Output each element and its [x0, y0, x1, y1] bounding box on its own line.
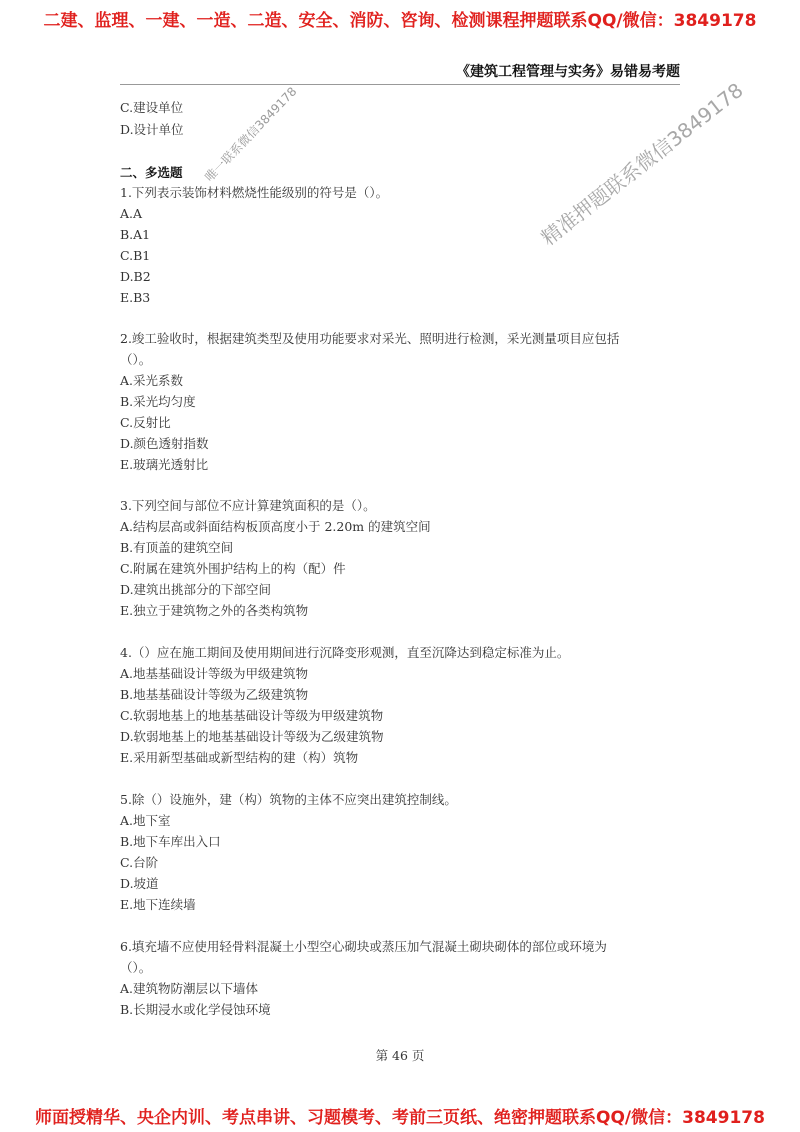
- option-line: A.建筑物防潮层以下墙体: [120, 981, 259, 996]
- option-line: B.地下车库出入口: [120, 834, 221, 849]
- section-heading: 二、多选题: [120, 165, 183, 180]
- option-line: D.颜色透射指数: [120, 436, 209, 451]
- option-line: C.附属在建筑外围护结构上的构（配）件: [120, 561, 346, 576]
- option-line: C.B1: [120, 248, 151, 263]
- question-text: （）。: [120, 960, 152, 975]
- question-text: 3.下列空间与部位不应计算建筑面积的是（）。: [120, 498, 376, 513]
- page-number: 第 46 页: [375, 1048, 425, 1063]
- header-divider: [120, 84, 680, 85]
- question-text: （）。: [120, 352, 152, 367]
- watermark-left: 唯一联系微信3849178: [202, 84, 300, 185]
- watermark-right: 精准押题联系微信3849178: [536, 77, 748, 251]
- question-text: 5.除（）设施外，建（构）筑物的主体不应突出建筑控制线。: [120, 792, 457, 807]
- option-line: A.地下室: [120, 813, 171, 828]
- option-line: A.地基基础设计等级为甲级建筑物: [120, 666, 309, 681]
- option-line: D.建筑出挑部分的下部空间: [120, 582, 272, 597]
- question-text: 4.（）应在施工期间及使用期间进行沉降变形观测，直至沉降达到稳定标准为止。: [120, 645, 570, 660]
- option-line: E.B3: [120, 290, 151, 305]
- question-text: 1.下列表示装饰材料燃烧性能级别的符号是（）。: [120, 185, 389, 200]
- document-header-title: 《建筑工程管理与实务》易错易考题: [456, 64, 680, 80]
- option-line: B.采光均匀度: [120, 394, 196, 409]
- option-line: D.设计单位: [120, 122, 184, 137]
- option-line: C.软弱地基上的地基基础设计等级为甲级建筑物: [120, 708, 384, 723]
- option-line: E.玻璃光透射比: [120, 457, 209, 472]
- option-line: C.反射比: [120, 415, 171, 430]
- top-contact-banner: 二建、监理、一建、一造、二造、安全、消防、咨询、检测课程押题联系QQ/微信：3849178: [43, 11, 757, 31]
- option-line: B.A1: [120, 227, 151, 242]
- option-line: A.结构层高或斜面结构板顶高度小于 2.20m 的建筑空间: [120, 519, 431, 534]
- option-line: B.有顶盖的建筑空间: [120, 540, 234, 555]
- option-line: C.建设单位: [120, 100, 184, 115]
- option-line: A.采光系数: [120, 373, 184, 388]
- option-line: A.A: [120, 206, 143, 221]
- option-line: B.地基基础设计等级为乙级建筑物: [120, 687, 309, 702]
- option-line: D.软弱地基上的地基基础设计等级为乙级建筑物: [120, 729, 384, 744]
- option-line: B.长期浸水或化学侵蚀环境: [120, 1002, 271, 1017]
- option-line: E.地下连续墙: [120, 897, 196, 912]
- option-line: D.B2: [120, 269, 151, 284]
- option-line: D.坡道: [120, 876, 159, 891]
- option-line: E.独立于建筑物之外的各类构筑物: [120, 603, 309, 618]
- question-text: 6.填充墙不应使用轻骨料混凝土小型空心砌块或蒸压加气混凝土砌块砌体的部位或环境为: [120, 939, 607, 954]
- bottom-contact-banner: 师面授精华、央企内训、考点串讲、习题模考、考前三页纸、绝密押题联系QQ/微信：3849178: [35, 1108, 765, 1128]
- question-text: 2.竣工验收时，根据建筑类型及使用功能要求对采光、照明进行检测，采光测量项目应包括: [120, 331, 620, 346]
- option-line: E.采用新型基础或新型结构的建（构）筑物: [120, 750, 359, 765]
- option-line: C.台阶: [120, 855, 159, 870]
